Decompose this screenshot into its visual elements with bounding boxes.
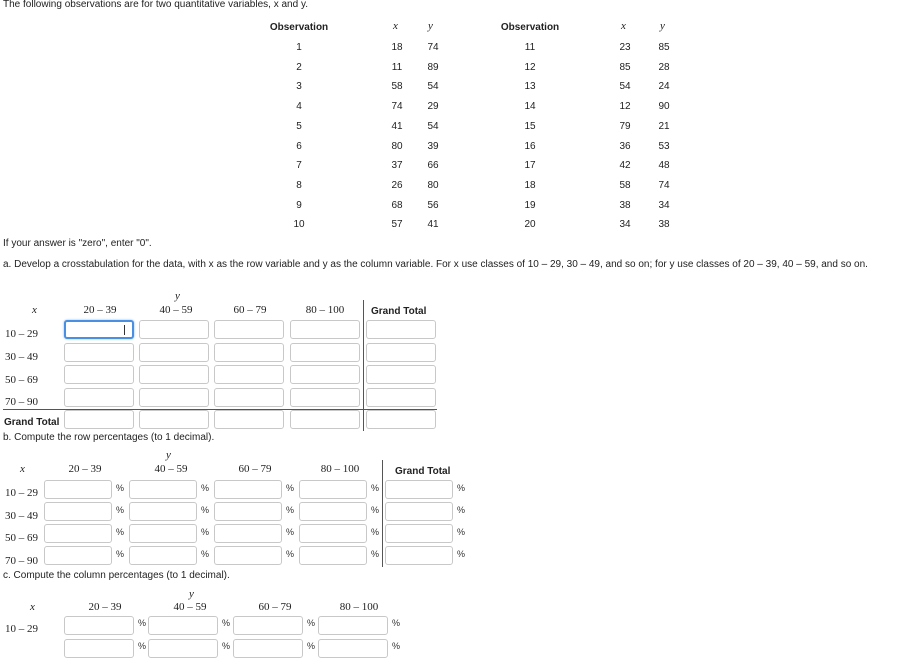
percent-sign: %: [392, 618, 401, 628]
obs-right-obs-cell: 15: [524, 120, 536, 132]
obs-right-obs-cell: 20: [524, 219, 536, 231]
percent-sign: %: [138, 641, 147, 651]
percent-sign: %: [201, 505, 210, 515]
part-b-input-r1-c5[interactable]: [385, 480, 453, 499]
part-a-input-r3-c1[interactable]: [64, 365, 134, 384]
percent-sign: %: [138, 618, 147, 628]
obs-right-x-cell: 12: [619, 101, 631, 113]
percent-sign: %: [116, 549, 125, 559]
obs-left-x-cell: 37: [391, 160, 403, 172]
obs-left-obs-cell: 10: [293, 219, 305, 231]
part-a-input-r2-c2[interactable]: [139, 343, 209, 362]
part-a-input-r4-c1[interactable]: [64, 388, 134, 407]
obs-left-obs-cell: 3: [296, 81, 302, 93]
part-b-input-r3-c5[interactable]: [385, 524, 453, 543]
part-c-x-label: x: [30, 601, 35, 613]
part-a-input-r2-c3[interactable]: [214, 343, 284, 362]
part-c-col-2: 40 – 59: [173, 601, 207, 613]
part-a-input-r3-c3[interactable]: [214, 365, 284, 384]
obs-left-x-cell: 11: [391, 61, 403, 73]
part-b-col-1: 20 – 39: [68, 463, 102, 475]
part-b-input-r4-c3[interactable]: [214, 546, 282, 565]
obs-left-y-cell: 89: [427, 61, 439, 73]
obs-left-x-cell: 58: [391, 81, 403, 93]
obs-right-obs-cell: 14: [524, 101, 536, 113]
part-b-row-3: 50 – 69: [5, 532, 38, 544]
percent-sign: %: [457, 549, 466, 559]
part-a-input-r2-c4[interactable]: [290, 343, 360, 362]
obs-right-x-cell: 36: [619, 140, 631, 152]
obs-right-x-cell: 58: [619, 179, 631, 191]
percent-sign: %: [286, 505, 295, 515]
percent-sign: %: [116, 527, 125, 537]
part-a-input-r3-c4[interactable]: [290, 365, 360, 384]
part-b-input-r4-c1[interactable]: [44, 546, 112, 565]
obs-right-obs-cell: 18: [524, 179, 536, 191]
part-b-row-2: 30 – 49: [5, 510, 38, 522]
part-b-input-r1-c3[interactable]: [214, 480, 282, 499]
obs-right-y-cell: 21: [658, 120, 670, 132]
part-b-x-label: x: [20, 463, 25, 475]
part-a-input-r5-c3[interactable]: [214, 410, 284, 429]
obs-right-x-cell: 38: [619, 199, 631, 211]
part-a-row-1: 10 – 29: [5, 328, 38, 340]
percent-sign: %: [371, 549, 380, 559]
obs-left-obs-cell: 6: [296, 140, 302, 152]
percent-sign: %: [307, 641, 316, 651]
obs-left-obs-cell: 2: [296, 61, 302, 73]
obs-right-y-cell: 90: [658, 101, 670, 113]
percent-sign: %: [116, 483, 125, 493]
part-c-input-r2-c1[interactable]: [64, 639, 134, 658]
part-a-instruction: a. Develop a crosstabulation for the data, with x as the row variable and y as the column variable. For x use classes of 10 – 29, 30 – 49, and so on; for y use classes of 20 – 39, 40 – 59, and so on.: [3, 259, 868, 270]
percent-sign: %: [371, 505, 380, 515]
percent-sign: %: [392, 641, 401, 651]
part-b-input-r4-c2[interactable]: [129, 546, 197, 565]
part-a-x-label: x: [32, 304, 37, 316]
part-c-col-4: 80 – 100: [339, 601, 379, 613]
obs-right-y-cell: 38: [658, 219, 670, 231]
part-c-input-r2-c2[interactable]: [148, 639, 218, 658]
y-header-left: y: [428, 20, 433, 32]
obs-right-y-cell: 74: [658, 179, 670, 191]
obs-right-obs-cell: 11: [524, 42, 536, 53]
part-b-input-r2-c2[interactable]: [129, 502, 197, 521]
obs-right-obs-cell: 17: [524, 160, 536, 172]
obs-left-x-cell: 74: [391, 101, 403, 113]
obs-left-y-cell: 54: [427, 120, 439, 132]
part-c-input-r2-c3[interactable]: [233, 639, 303, 658]
part-a-divider-v: [363, 300, 364, 431]
x-header-right: x: [621, 20, 626, 32]
obs-left-obs-cell: 9: [296, 199, 302, 211]
part-c-input-r1-c3[interactable]: [233, 616, 303, 635]
part-a-y-label: y: [175, 290, 180, 302]
percent-sign: %: [371, 527, 380, 537]
part-a-input-r1-c1[interactable]: [64, 320, 134, 339]
part-b-input-r2-c4[interactable]: [299, 502, 367, 521]
part-b-col-3: 60 – 79: [238, 463, 272, 475]
obs-right-y-cell: 34: [658, 199, 670, 211]
obs-left-y-cell: 29: [427, 101, 439, 113]
percent-sign: %: [222, 641, 231, 651]
part-a-col-4: 80 – 100: [305, 304, 345, 316]
obs-right-obs-cell: 12: [524, 61, 536, 73]
obs-right-x-cell: 54: [619, 81, 631, 93]
percent-sign: %: [307, 618, 316, 628]
part-b-row-4: 70 – 90: [5, 555, 38, 567]
text-cursor: [124, 325, 125, 335]
obs-left-y-cell: 54: [427, 81, 439, 93]
part-a-input-r4-c4[interactable]: [290, 388, 360, 407]
obs-left-obs-cell: 4: [296, 101, 302, 113]
part-a-input-r3-c5[interactable]: [366, 365, 436, 384]
obs-right-y-cell: 85: [658, 42, 670, 53]
part-a-input-r3-c2[interactable]: [139, 365, 209, 384]
part-a-row-2: 30 – 49: [5, 351, 38, 363]
obs-left-obs-cell: 8: [296, 179, 302, 191]
part-b-row-1: 10 – 29: [5, 487, 38, 499]
part-c-input-r1-c1[interactable]: [64, 616, 134, 635]
obs-right-y-cell: 24: [658, 81, 670, 93]
y-header-right: y: [660, 20, 665, 32]
obs-left-y-cell: 56: [427, 199, 439, 211]
part-a-input-r4-c5[interactable]: [366, 388, 436, 407]
part-c-instruction: c. Compute the column percentages (to 1 decimal).: [3, 570, 230, 581]
part-b-input-r1-c4[interactable]: [299, 480, 367, 499]
part-a-input-r5-c2[interactable]: [139, 410, 209, 429]
percent-sign: %: [201, 527, 210, 537]
part-a-input-r1-c5[interactable]: [366, 320, 436, 339]
obs-left-x-cell: 18: [391, 42, 403, 53]
obs-right-y-cell: 28: [658, 61, 670, 73]
obs-left-x-cell: 57: [391, 219, 403, 231]
part-c-row-1: 10 – 29: [5, 623, 38, 635]
zero-note: If your answer is "zero", enter "0".: [3, 238, 152, 249]
part-b-input-r4-c5[interactable]: [385, 546, 453, 565]
obs-right-x-cell: 34: [619, 219, 631, 231]
obs-right-obs-cell: 16: [524, 140, 536, 152]
part-b-instruction: b. Compute the row percentages (to 1 decimal).: [3, 432, 215, 443]
obs-left-obs-cell: 7: [296, 160, 302, 172]
part-b-divider-v: [382, 460, 383, 567]
part-a-grand-total-row: Grand Total: [4, 417, 60, 428]
part-c-input-r2-c4[interactable]: [318, 639, 388, 658]
obs-right-x-cell: 85: [619, 61, 631, 73]
part-b-col-2: 40 – 59: [154, 463, 188, 475]
obs-left-y-cell: 39: [427, 140, 439, 152]
percent-sign: %: [222, 618, 231, 628]
part-b-input-r2-c5[interactable]: [385, 502, 453, 521]
part-c-col-1: 20 – 39: [88, 601, 122, 613]
part-b-input-r3-c2[interactable]: [129, 524, 197, 543]
part-a-col-2: 40 – 59: [159, 304, 193, 316]
obs-left-y-cell: 80: [427, 179, 439, 191]
obs-left-x-cell: 80: [391, 140, 403, 152]
part-b-input-r1-c1[interactable]: [44, 480, 112, 499]
part-c-input-r1-c4[interactable]: [318, 616, 388, 635]
part-a-input-r1-c4[interactable]: [290, 320, 360, 339]
part-b-input-r1-c2[interactable]: [129, 480, 197, 499]
percent-sign: %: [457, 527, 466, 537]
obs-right-obs-cell: 19: [524, 199, 536, 211]
obs-right-x-cell: 79: [619, 120, 631, 132]
obs-left-y-cell: 41: [427, 219, 439, 231]
percent-sign: %: [286, 549, 295, 559]
obs-left-x-cell: 26: [391, 179, 403, 191]
percent-sign: %: [457, 505, 466, 515]
part-a-input-r5-c5[interactable]: [366, 410, 436, 429]
part-a-input-r1-c3[interactable]: [214, 320, 284, 339]
part-c-y-label: y: [189, 588, 194, 600]
percent-sign: %: [457, 483, 466, 493]
part-a-input-r4-c3[interactable]: [214, 388, 284, 407]
obs-left-obs-cell: 5: [296, 120, 302, 132]
part-a-grand-total-header: Grand Total: [371, 306, 427, 317]
part-a-row-3: 50 – 69: [5, 374, 38, 386]
obs-right-x-cell: 42: [619, 160, 631, 172]
part-b-grand-total-header: Grand Total: [395, 466, 451, 477]
percent-sign: %: [286, 527, 295, 537]
part-a-input-r5-c4[interactable]: [290, 410, 360, 429]
part-b-input-r3-c3[interactable]: [214, 524, 282, 543]
part-b-col-4: 80 – 100: [320, 463, 360, 475]
obs-left-x-cell: 41: [391, 120, 403, 132]
part-a-input-r1-c2[interactable]: [139, 320, 209, 339]
x-header-left: x: [393, 20, 398, 32]
part-a-col-1: 20 – 39: [83, 304, 117, 316]
part-b-input-r3-c4[interactable]: [299, 524, 367, 543]
part-a-input-r2-c1[interactable]: [64, 343, 134, 362]
obs-right-y-cell: 53: [658, 140, 670, 152]
obs-left-y-cell: 66: [427, 160, 439, 172]
obs-header-right: Observation: [500, 22, 560, 33]
obs-left-obs-cell: 1: [296, 42, 302, 53]
percent-sign: %: [286, 483, 295, 493]
part-c-input-r1-c2[interactable]: [148, 616, 218, 635]
percent-sign: %: [371, 483, 380, 493]
obs-right-obs-cell: 13: [524, 81, 536, 93]
obs-left-x-cell: 68: [391, 199, 403, 211]
part-b-input-r2-c1[interactable]: [44, 502, 112, 521]
percent-sign: %: [201, 549, 210, 559]
obs-right-x-cell: 23: [619, 42, 631, 53]
obs-header-left: Observation: [269, 22, 329, 33]
percent-sign: %: [116, 505, 125, 515]
part-b-y-label: y: [166, 449, 171, 461]
intro-text: The following observations are for two quantitative variables, x and y.: [3, 0, 308, 10]
part-b-input-r2-c3[interactable]: [214, 502, 282, 521]
obs-right-y-cell: 48: [658, 160, 670, 172]
part-b-input-r3-c1[interactable]: [44, 524, 112, 543]
part-a-col-3: 60 – 79: [233, 304, 267, 316]
part-b-input-r4-c4[interactable]: [299, 546, 367, 565]
percent-sign: %: [201, 483, 210, 493]
part-a-input-r5-c1[interactable]: [64, 410, 134, 429]
obs-left-y-cell: 74: [427, 42, 439, 53]
part-a-input-r2-c5[interactable]: [366, 343, 436, 362]
part-a-input-r4-c2[interactable]: [139, 388, 209, 407]
part-c-col-3: 60 – 79: [258, 601, 292, 613]
part-a-row-4: 70 – 90: [5, 396, 38, 408]
